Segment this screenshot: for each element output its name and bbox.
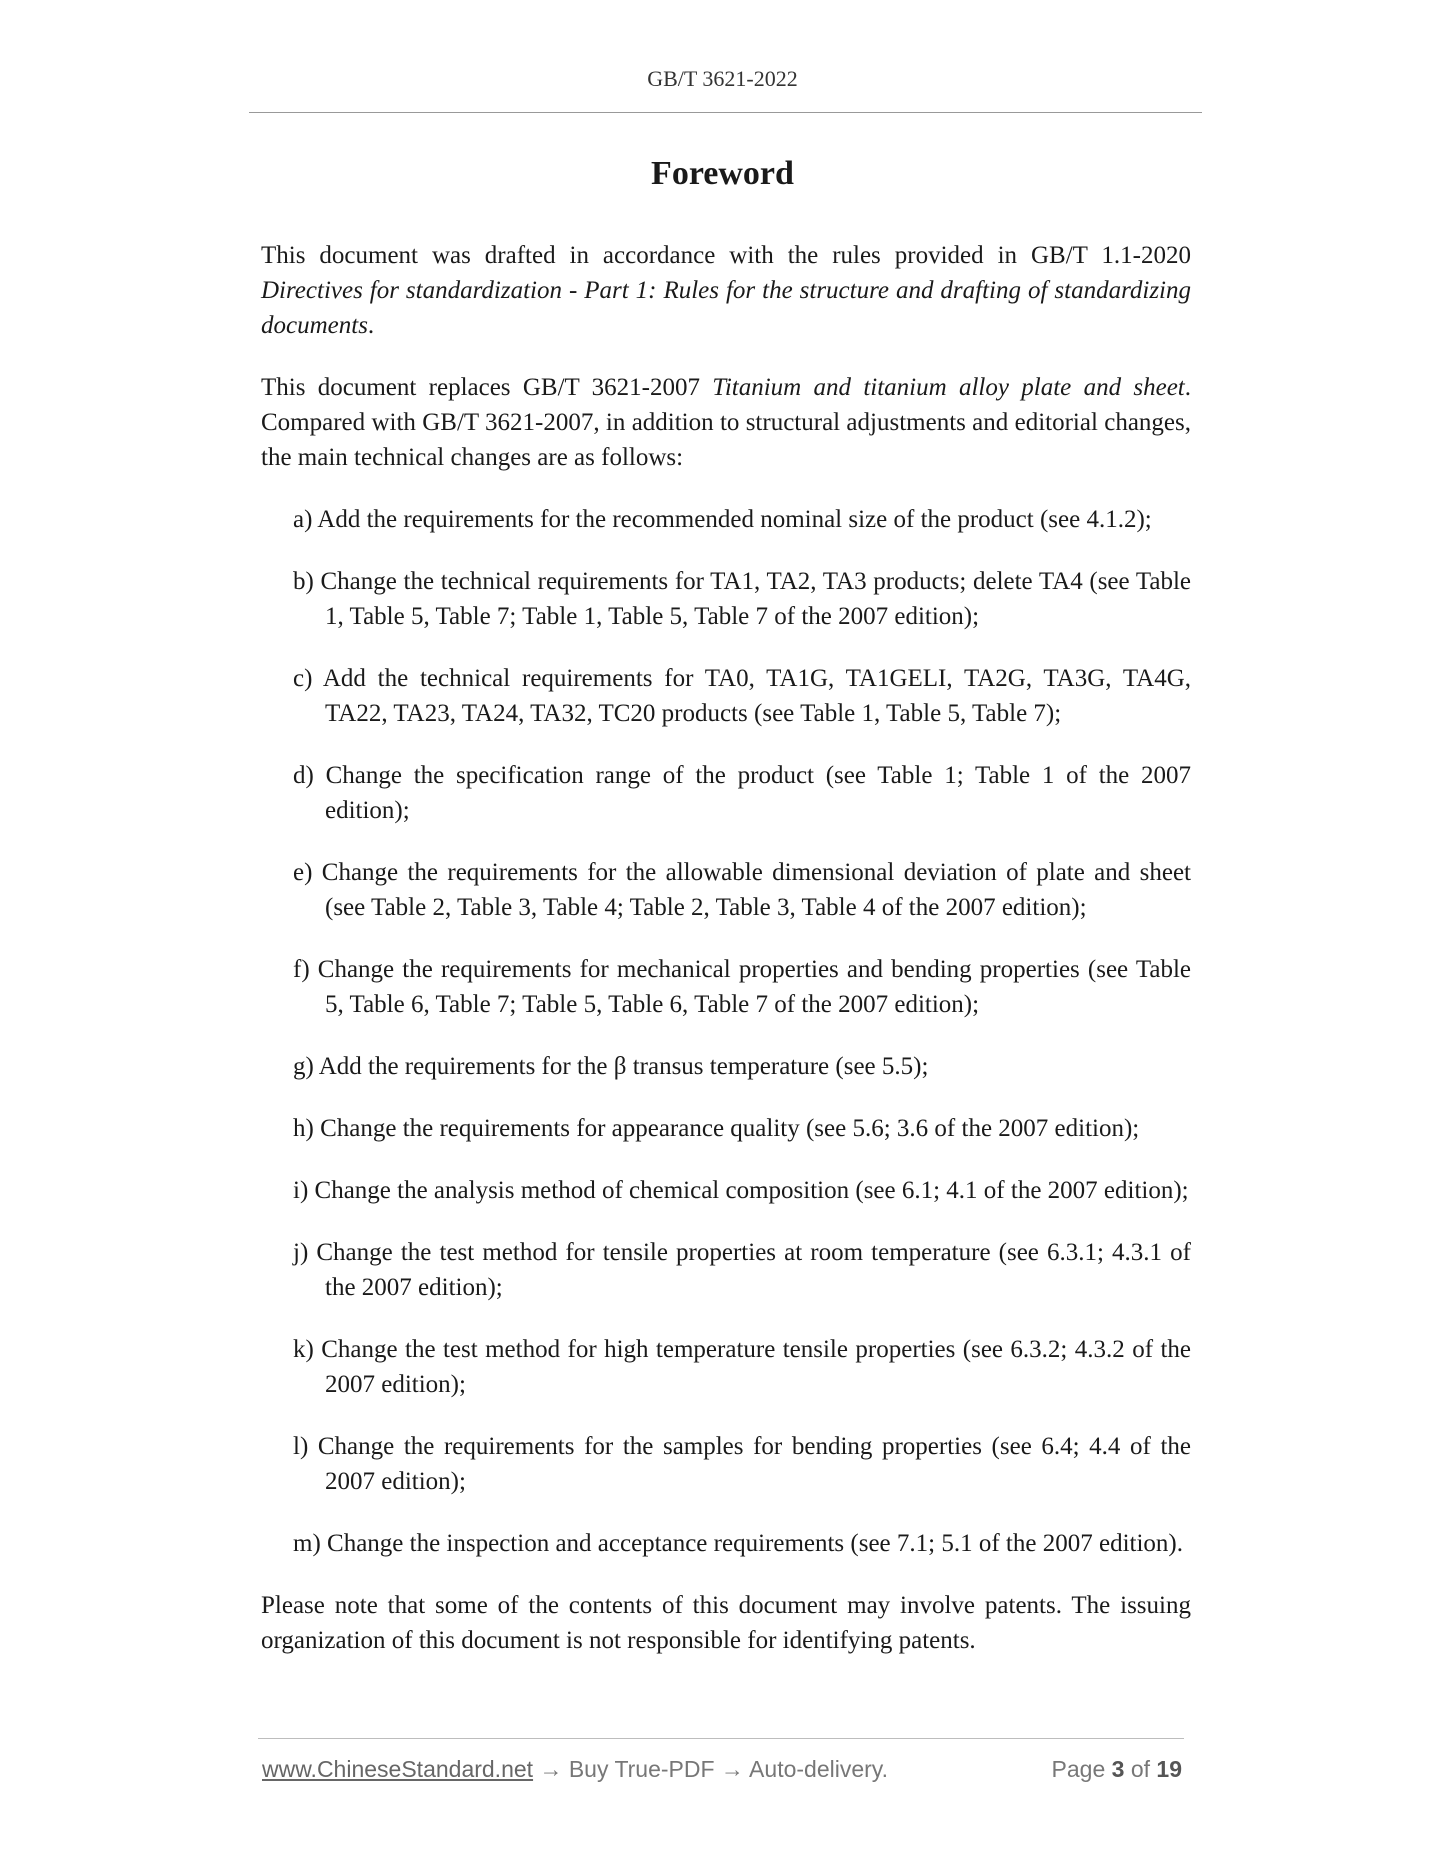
of-word: of xyxy=(1130,1756,1151,1782)
list-item: i) Change the analysis method of chemical composition (see 6.1; 4.1 of the 2007 edition); xyxy=(293,1177,1189,1204)
list-item: h) Change the requirements for appearance quality (see 5.6; 3.6 of the 2007 edition); xyxy=(293,1115,1140,1142)
current-page-number: 3 xyxy=(1111,1756,1125,1782)
list-item: f) Change the requirements for mechanical properties and bending properties (see Table 5, Table 6, Table 7; Table 5, Table 6, Table 7 of the 2007 edition); xyxy=(293,956,1191,1018)
replaced-standard-title-italic: Titanium and titanium alloy plate and sheet xyxy=(712,374,1185,401)
header-divider xyxy=(249,112,1202,113)
paragraph-text: . xyxy=(367,312,375,339)
list-item: m) Change the inspection and acceptance requirements (see 7.1; 5.1 of the 2007 edition). xyxy=(293,1530,1183,1557)
replacement-paragraph xyxy=(261,370,1191,475)
page-indicator xyxy=(1052,1756,1182,1783)
list-item: c) Add the technical requirements for TA0, TA1G, TA1GELI, TA2G, TA3G, TA4G, TA22, TA23, TA24, TA32, TC20 products (see Table 1, Table 5, Table 7); xyxy=(293,665,1191,727)
list-item: e) Change the requirements for the allowable dimensional deviation of plate and sheet (see Table 2, Table 3, Table 4; Table 2, Table 3, Table 4 of the 2007 edition); xyxy=(293,859,1191,921)
standard-title-italic: Directives for standardization - Part 1: Rules for the structure and drafting of standardizing documents xyxy=(261,277,1191,339)
total-pages-number: 19 xyxy=(1156,1756,1182,1782)
list-item: l) Change the requirements for the samples for bending properties (see 6.4; 4.4 of the 2007 edition); xyxy=(293,1433,1191,1495)
page-word: Page xyxy=(1051,1756,1106,1782)
website-link[interactable]: www.ChineseStandard.net xyxy=(262,1756,534,1782)
page-footer xyxy=(262,1756,1182,1783)
promo-text: → Buy True-PDF → Auto-delivery. xyxy=(533,1756,888,1782)
list-item: d) Change the specification range of the product (see Table 1; Table 1 of the 2007 edition); xyxy=(293,762,1191,824)
footer-divider xyxy=(258,1738,1184,1739)
list-item: g) Add the requirements for the β transus temperature (see 5.5); xyxy=(293,1053,929,1080)
list-item: j) Change the test method for tensile properties at room temperature (see 6.3.1; 4.3.1 of the 2007 edition); xyxy=(293,1239,1191,1301)
paragraph-text: This document replaces GB/T 3621-2007 xyxy=(261,374,713,401)
list-item: k) Change the test method for high temperature tensile properties (see 6.3.2; 4.3.2 of the 2007 edition); xyxy=(293,1336,1191,1398)
list-item: b) Change the technical requirements for TA1, TA2, TA3 products; delete TA4 (see Table 1, Table 5, Table 7; Table 1, Table 5, Table 7 of the 2007 edition); xyxy=(293,568,1191,630)
paragraph-text: This document was drafted in accordance with the rules provided in GB/T 1.1-2020 xyxy=(261,242,1191,269)
document-code: GB/T 3621-2022 xyxy=(647,66,798,91)
page-title: Foreword xyxy=(651,155,794,192)
patent-note: Please note that some of the contents of this document may involve patents. The issuing organization of this document is not responsible for identifying patents. xyxy=(261,1592,1191,1654)
technical-changes-list xyxy=(261,502,1191,1561)
list-item: a) Add the requirements for the recommended nominal size of the product (see 4.1.2); xyxy=(293,506,1152,533)
document-body xyxy=(261,238,1191,1685)
paragraph-text: . Compared with GB/T 3621-2007, in addition to structural adjustments and editorial changes, the main technical changes are as follows: xyxy=(261,374,1192,471)
drafting-rules-paragraph xyxy=(261,238,1191,343)
